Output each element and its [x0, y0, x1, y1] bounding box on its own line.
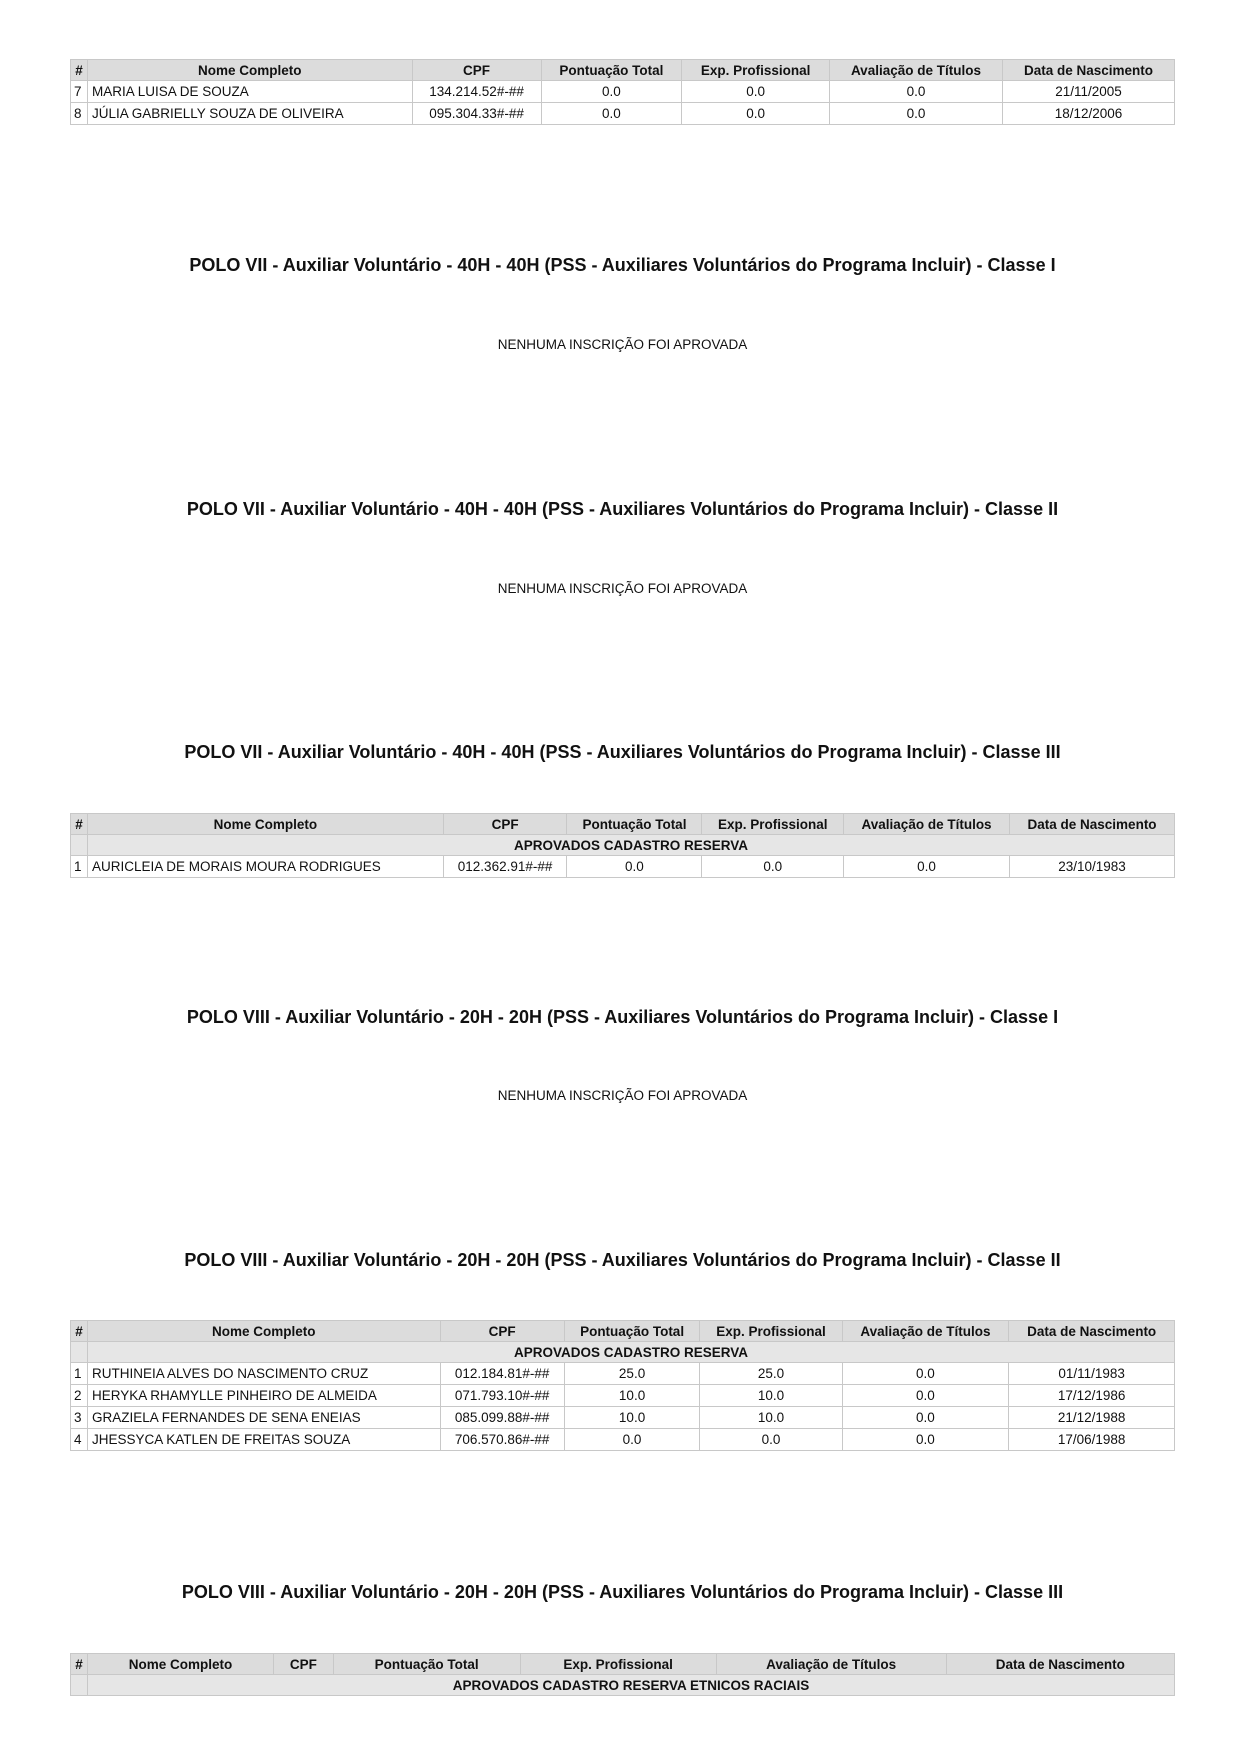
row-nasc: 01/11/1983: [1009, 1363, 1175, 1385]
section-title: POLO VII - Auxiliar Voluntário - 40H - 40H (PSS - Auxiliares Voluntários do Programa Incluir) - Classe II: [186, 499, 1059, 519]
col-name: Nome Completo: [88, 1654, 274, 1675]
row-nasc: 21/11/2005: [1003, 81, 1175, 103]
row-nasc: 18/12/2006: [1003, 103, 1175, 125]
row-total: 25.0: [564, 1363, 700, 1385]
row-titulos: 0.0: [842, 1385, 1009, 1407]
row-exp: 25.0: [700, 1363, 842, 1385]
row-name: MARIA LUISA DE SOUZA: [88, 81, 413, 103]
col-nasc: Data de Nascimento: [1009, 1321, 1175, 1342]
group-label: APROVADOS CADASTRO RESERVA: [88, 835, 1175, 856]
row-nasc: 17/06/1988: [1009, 1429, 1175, 1451]
table-header-row: [71, 1321, 1175, 1342]
empty-message: NENHUMA INSCRIÇÃO FOI APROVADA: [497, 581, 748, 596]
table-header-row: [71, 814, 1175, 835]
group-label: APROVADOS CADASTRO RESERVA ETNICOS RACIAIS: [88, 1675, 1175, 1696]
row-name: GRAZIELA FERNANDES DE SENA ENEIAS: [88, 1407, 441, 1429]
group-spacer: [71, 1342, 88, 1363]
row-exp: 0.0: [682, 81, 830, 103]
row-index: 1: [71, 1363, 88, 1385]
section-title: POLO VII - Auxiliar Voluntário - 40H - 40H (PSS - Auxiliares Voluntários do Programa Incluir) - Classe III: [184, 742, 1061, 762]
section-title: POLO VIII - Auxiliar Voluntário - 20H - 20H (PSS - Auxiliares Voluntários do Programa Incluir) - Classe III: [181, 1582, 1064, 1602]
col-cpf: CPF: [274, 1654, 334, 1675]
table-row: [71, 103, 1175, 125]
results-table: [70, 813, 1175, 878]
row-name: HERYKA RHAMYLLE PINHEIRO DE ALMEIDA: [88, 1385, 441, 1407]
col-exp: Exp. Profissional: [520, 1654, 716, 1675]
group-label: APROVADOS CADASTRO RESERVA: [88, 1342, 1175, 1363]
col-nasc: Data de Nascimento: [1003, 60, 1175, 81]
col-index: #: [71, 1321, 88, 1342]
col-titulos: Avaliação de Títulos: [844, 814, 1010, 835]
empty-message: NENHUMA INSCRIÇÃO FOI APROVADA: [497, 1088, 748, 1103]
group-row: [71, 1342, 1175, 1363]
col-exp: Exp. Profissional: [682, 60, 830, 81]
col-total: Pontuação Total: [564, 1321, 700, 1342]
row-nasc: 21/12/1988: [1009, 1407, 1175, 1429]
table-row: [71, 81, 1175, 103]
row-titulos: 0.0: [829, 103, 1002, 125]
row-titulos: 0.0: [842, 1363, 1009, 1385]
col-cpf: CPF: [443, 814, 567, 835]
row-total: 10.0: [564, 1385, 700, 1407]
row-exp: 10.0: [700, 1407, 842, 1429]
table-header-row: [71, 1654, 1175, 1675]
row-exp: 0.0: [702, 856, 844, 878]
group-spacer: [71, 835, 88, 856]
table-header-row: [71, 60, 1175, 81]
col-total: Pontuação Total: [541, 60, 682, 81]
row-titulos: 0.0: [829, 81, 1002, 103]
group-row: [71, 1675, 1175, 1696]
table-row: [71, 856, 1175, 878]
row-nasc: 17/12/1986: [1009, 1385, 1175, 1407]
row-exp: 10.0: [700, 1385, 842, 1407]
section-title: POLO VIII - Auxiliar Voluntário - 20H - 20H (PSS - Auxiliares Voluntários do Programa Incluir) - Classe II: [184, 1250, 1061, 1270]
row-name: JÚLIA GABRIELLY SOUZA DE OLIVEIRA: [88, 103, 413, 125]
col-exp: Exp. Profissional: [702, 814, 844, 835]
row-titulos: 0.0: [844, 856, 1010, 878]
row-index: 3: [71, 1407, 88, 1429]
row-cpf: 071.793.10#-##: [440, 1385, 564, 1407]
row-name: AURICLEIA DE MORAIS MOURA RODRIGUES: [88, 856, 444, 878]
col-cpf: CPF: [412, 60, 541, 81]
col-total: Pontuação Total: [567, 814, 702, 835]
table-row: [71, 1407, 1175, 1429]
row-index: 7: [71, 81, 88, 103]
row-cpf: 706.570.86#-##: [440, 1429, 564, 1451]
row-cpf: 085.099.88#-##: [440, 1407, 564, 1429]
col-nasc: Data de Nascimento: [1010, 814, 1175, 835]
row-cpf: 134.214.52#-##: [412, 81, 541, 103]
col-index: #: [71, 1654, 88, 1675]
row-exp: 0.0: [700, 1429, 842, 1451]
col-name: Nome Completo: [88, 1321, 441, 1342]
results-table: [70, 1653, 1175, 1696]
section-title: POLO VII - Auxiliar Voluntário - 40H - 40H (PSS - Auxiliares Voluntários do Programa Incluir) - Classe I: [189, 255, 1056, 275]
col-cpf: CPF: [440, 1321, 564, 1342]
row-cpf: 012.362.91#-##: [443, 856, 567, 878]
col-titulos: Avaliação de Títulos: [842, 1321, 1009, 1342]
col-titulos: Avaliação de Títulos: [716, 1654, 946, 1675]
col-total: Pontuação Total: [333, 1654, 520, 1675]
table-row: [71, 1363, 1175, 1385]
row-index: 2: [71, 1385, 88, 1407]
col-name: Nome Completo: [88, 814, 444, 835]
section-title: POLO VIII - Auxiliar Voluntário - 20H - 20H (PSS - Auxiliares Voluntários do Programa Incluir) - Classe I: [186, 1007, 1059, 1027]
row-titulos: 0.0: [842, 1407, 1009, 1429]
group-spacer: [71, 1675, 88, 1696]
row-total: 0.0: [564, 1429, 700, 1451]
col-nasc: Data de Nascimento: [946, 1654, 1174, 1675]
row-total: 10.0: [564, 1407, 700, 1429]
results-table-continuation: [70, 59, 1175, 125]
row-index: 4: [71, 1429, 88, 1451]
row-total: 0.0: [567, 856, 702, 878]
group-row: [71, 835, 1175, 856]
row-index: 1: [71, 856, 88, 878]
row-cpf: 095.304.33#-##: [412, 103, 541, 125]
col-index: #: [71, 60, 88, 81]
row-exp: 0.0: [682, 103, 830, 125]
row-cpf: 012.184.81#-##: [440, 1363, 564, 1385]
col-exp: Exp. Profissional: [700, 1321, 842, 1342]
empty-message: NENHUMA INSCRIÇÃO FOI APROVADA: [497, 337, 748, 352]
row-nasc: 23/10/1983: [1010, 856, 1175, 878]
col-index: #: [71, 814, 88, 835]
col-titulos: Avaliação de Títulos: [829, 60, 1002, 81]
col-name: Nome Completo: [88, 60, 413, 81]
row-total: 0.0: [541, 81, 682, 103]
row-titulos: 0.0: [842, 1429, 1009, 1451]
row-index: 8: [71, 103, 88, 125]
row-total: 0.0: [541, 103, 682, 125]
table-row: [71, 1429, 1175, 1451]
table-row: [71, 1385, 1175, 1407]
row-name: JHESSYCA KATLEN DE FREITAS SOUZA: [88, 1429, 441, 1451]
row-name: RUTHINEIA ALVES DO NASCIMENTO CRUZ: [88, 1363, 441, 1385]
results-table: [70, 1320, 1175, 1451]
